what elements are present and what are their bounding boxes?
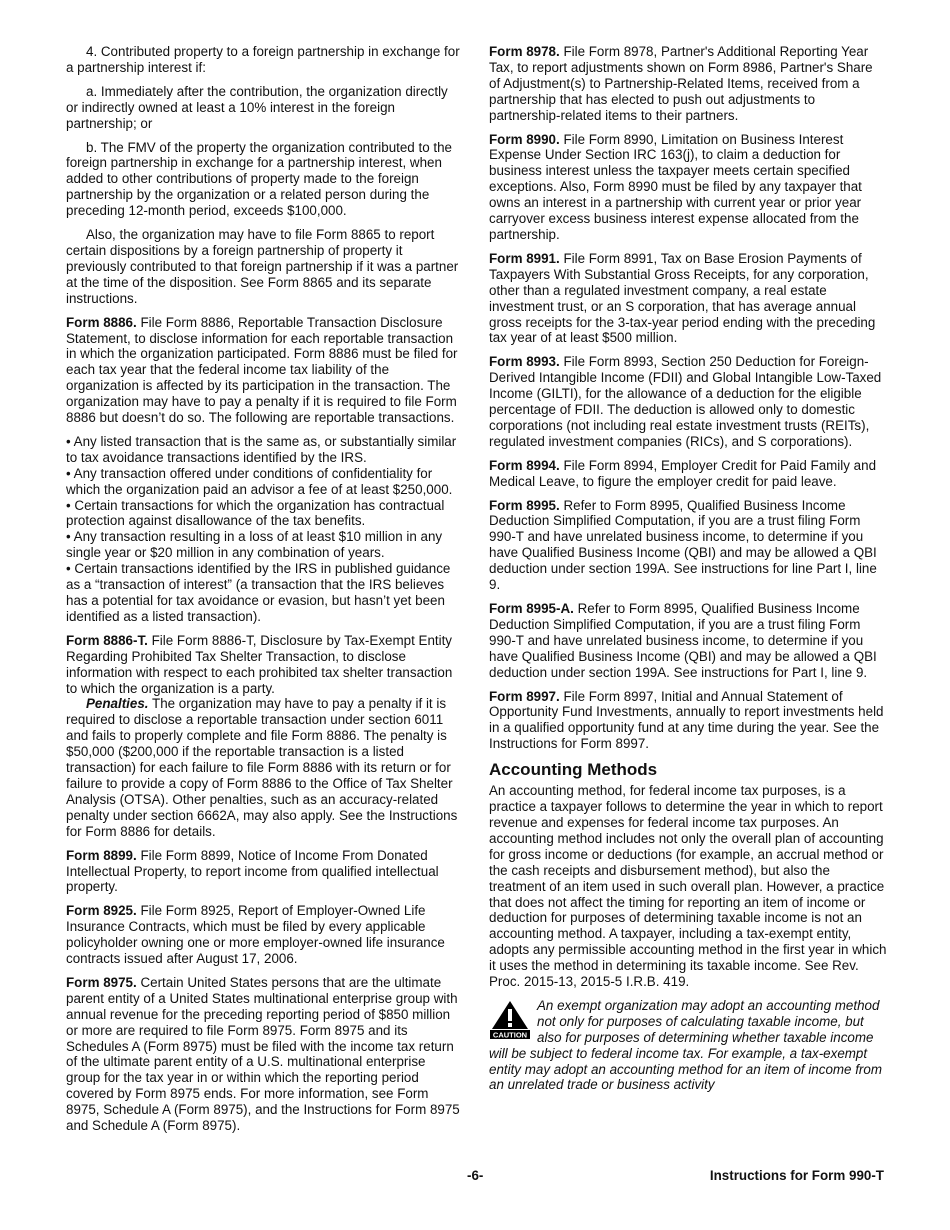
list-item: • Any transaction resulting in a loss of at least $10 million in any single year or $20 million in any combination of years. <box>66 529 443 561</box>
section-title: Form 8990. <box>489 131 560 147</box>
form-8978-section <box>489 44 887 124</box>
form-8995a-section <box>489 601 887 681</box>
section-title: Penalties. <box>86 696 149 712</box>
section-text: File Form 8997, Initial and Annual Statement of Opportunity Fund Investments, annually to report investments held in a qualified opportunity fund at any time during the year. See the Instructions for Form 8997. <box>489 688 884 752</box>
form-8925-section <box>66 903 462 967</box>
section-title: Form 8978. <box>489 44 560 59</box>
document-title: Instructions for Form 990-T <box>709 1168 884 1183</box>
section-title: Form 8995-A. <box>489 601 574 616</box>
section-title: Form 8975. <box>66 974 137 990</box>
section-title: Form 8886. <box>66 314 137 330</box>
section-text: Certain United States persons that are the ultimate parent entity of a United States multinational enterprise group with annual revenue for the preceding reporting period of $850 million or more are required to file Form 8975. Form 8975 and its Schedules A (Form 8975) must be filed with the income tax return of the ultimate parent entity of a U.S. multinational enterprise group for the tax year in or within which the reporting period covered by Form 8975 ends. For more information, see Form 8975, Schedule A (Form 8975), and the Instructions for Form 8975 and Schedule A (Form 8975). <box>66 974 460 1134</box>
page-number: -6- <box>467 1168 484 1183</box>
form-8886t-section <box>66 633 462 697</box>
section-title: Form 8991. <box>489 250 560 266</box>
form-8899-section <box>66 848 462 896</box>
accounting-methods-text: An accounting method, for federal income tax purposes, is a practice a taxpayer follows to determine the year in which to report revenue and expenses for federal income tax purposes. An accounting method includes not only the overall plan of accounting for gross income or deductions (for example, an accrual method or the cash receipts and disbursement method), but also the treatment of an item used in such overall plan. However, a practice that does not affect the timing for reporting an item of income or deduction for purposes of determining taxable income is not an accounting method. A taxpayer, including a tax-exempt entity, adopts any permissible accounting method in the first year in which it uses the method in determining its taxable income. See Rev. Proc. 2015-13, 2015-5 I.R.B. 419. <box>489 783 887 990</box>
list-item: • Any listed transaction that is the same as, or substantially similar to tax avoidance transactions identified by the IRS. <box>66 433 457 465</box>
section-text: File Form 8978, Partner's Additional Reporting Year Tax, to report adjustments shown on Form 8986, Partner's Share of Adjustment(s) to Partnership-Related Items, received from a partnership that has elected to push out adjustments to partnership-related items to their partners. <box>489 44 873 123</box>
section-text: File Form 8899, Notice of Income From Donated Intellectual Property, to report income from qualified intellectual property. <box>66 847 439 895</box>
form-8975-section <box>66 975 462 1134</box>
form-8990-section <box>489 132 887 243</box>
section-text: Refer to Form 8995, Qualified Business Income Deduction Simplified Computation, if you are a trust filing Form 990-T and have unrelated business income, to determine if you have Qualified Business Income (QBI) and may be allowed a QBI deduction under section 199A. See instructions for line Part I, line 9. <box>489 497 877 593</box>
section-title: Form 8994. <box>489 457 560 473</box>
section-text: File Form 8925, Report of Employer-Owned Life Insurance Contracts, which must be filed by every applicable policyholder owning one or more employer-owned life insurance contracts issued after August 17, 2006. <box>66 903 445 967</box>
form-8886-section <box>66 315 462 426</box>
section-text: The organization may have to pay a penalty if it is required to disclose a reportable transaction under section 6011 and fails to properly complete and file Form 8886. The penalty is $50,000 ($200,000 if the reportable transaction is a listed transaction) for each failure to file Form 8886 with its return or for failure to provide a copy of Form 8886 to the Office of Tax Shelter Analysis (OTSA). Other penalties, such as an accuracy-related penalty under section 6662A, may also apply. See the Instructions for Form 8886 for details. <box>66 696 458 839</box>
form-8994-section <box>489 458 887 490</box>
section-text: File Form 8993, Section 250 Deduction for Foreign-Derived Intangible Income (FDII) and Global Intangible Low-Taxed Income (GILTI), for the allowance of a deduction for the eligible percentage of FDII. The deduction is allowed only to domestic corporations (not including real estate investment trusts (REITs), regulated investment companies (RICs), and S corporations). <box>489 354 882 449</box>
section-heading: Accounting Methods <box>489 760 658 780</box>
section-text: File Form 8886-T, Disclosure by Tax-Exempt Entity Regarding Prohibited Tax Shelter Transaction, to disclose information with respect to each prohibited tax shelter transaction to which the organization is a party. <box>66 632 453 696</box>
form-8993-section <box>489 354 887 449</box>
form-8997-section <box>489 689 887 753</box>
form-8995-section <box>489 498 887 593</box>
section-text: File Form 8886, Reportable Transaction Disclosure Statement, to disclose information for each reportable transaction in which the organization participated. Form 8886 must be filed for each tax year that the federal income tax liability of the organization is affected by its participation in the transaction. The organization may have to pay a penalty if it is required to file Form 8886 but doesn’t do so. The following are reportable transactions. <box>66 314 458 426</box>
caution-label: CAUTION <box>492 1030 528 1040</box>
section-title: Form 8993. <box>489 354 560 370</box>
section-text: File Form 8990, Limitation on Business Interest Expense Under Section IRC 163(j), to claim a deduction for business interest unless the taxpayer meets certain specified exceptions. Also, Form 8990 must be filed by any taxpayer that owns an interest in a partnership with current year or prior year carryover excess business interest expense allocated from the partnership. <box>489 131 862 242</box>
penalties-section <box>66 696 462 839</box>
section-title: Form 8886-T. <box>66 632 148 648</box>
right-column <box>489 44 887 1093</box>
caution-note <box>489 998 887 1093</box>
paragraph: a. Immediately after the contribution, the organization directly or indirectly owned at least a 10% interest in the foreign partnership; or <box>66 83 448 131</box>
section-text: Refer to Form 8995, Qualified Business Income Deduction Simplified Computation, if you are a trust filing Form 990-T and have unrelated business income, to determine if you have Qualified Business Income (QBI) and may be allowed a QBI deduction under section 199A. See instructions for Part I, line 9. <box>489 601 877 680</box>
list-item: • Certain transactions identified by the IRS in published guidance as a “transaction of interest” (a transaction that the IRS believes has a potential for tax avoidance or evasion, but hasn’t yet been identified as a listed transaction). <box>66 561 451 624</box>
left-column <box>66 44 462 1142</box>
section-text: File Form 8994, Employer Credit for Paid Family and Medical Leave, to figure the employer credit for paid leave. <box>489 457 877 489</box>
caution-text: An exempt organization may adopt an accounting method not only for purposes of calculating taxable income, but also for purposes of determining whether taxable income will be subject to federal income tax. For example, a tax-exempt entity may adopt an accounting method for an item of income from an unrelated trade or business activity <box>489 997 882 1093</box>
paragraph: Also, the organization may have to file Form 8865 to report certain dispositions by a foreign partnership of property it previously contributed to that foreign partnership if it was a partner at the time of the disposition. See Form 8865 and its separate instructions. <box>66 227 459 306</box>
paragraph: b. The FMV of the property the organization contributed to the foreign partnership in exchange for a partnership interest, when added to other contributions of property made to the foreign partnership by the organization or a related person during the preceding 12-month period, exceeds $100,000. <box>66 139 452 219</box>
section-text: File Form 8991, Tax on Base Erosion Payments of Taxpayers With Substantial Gross Receipts, for any corporation, other than a regulated investment company, a real estate investment trust, or an S corporation, that has average annual gross receipts for the 3-tax-year period ending with the preceding tax year of at least $500 million. <box>489 250 876 346</box>
list-item: • Any transaction offered under conditions of confidentiality for which the organization paid an advisor a fee of at least $250,000. <box>66 465 453 497</box>
section-title: Form 8995. <box>489 497 560 513</box>
section-title: Form 8899. <box>66 847 137 863</box>
section-title: Form 8997. <box>489 688 560 704</box>
form-8991-section <box>489 251 887 346</box>
caution-icon <box>489 1000 531 1040</box>
section-title: Form 8925. <box>66 903 137 919</box>
list-item: • Certain transactions for which the organization has contractual protection against disallowance of the tax benefits. <box>66 497 445 529</box>
paragraph: 4. Contributed property to a foreign partnership in exchange for a partnership interest if: <box>66 44 460 75</box>
